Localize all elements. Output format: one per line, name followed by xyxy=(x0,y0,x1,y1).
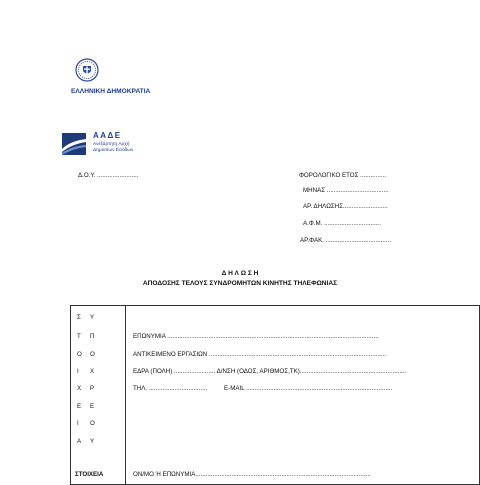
vertical-letter: Ε xyxy=(90,403,95,410)
address-field[interactable]: ΕΔΡΑ (ΠΟΛΗ) ........................ Δ/ΝΣΗ (ΟΔΟΣ, ΑΡΙΘΜΟΣ,ΤΚ).............................................................. xyxy=(133,368,407,375)
aade-subtitle-1: Ανεξάρτητη Αρχή xyxy=(93,142,130,147)
greek-republic-emblem-icon xyxy=(75,58,99,82)
vertical-letter: Ι xyxy=(77,420,79,427)
vertical-letter: Χ xyxy=(90,368,95,375)
full-name-field[interactable]: ΟΝ/ΜΟ Ή ΕΠΩΝΥΜΙΑ...................................................................................................... xyxy=(133,471,371,478)
document-subtitle: ΑΠΟΔΟΣΗΣ ΤΕΛΟΥΣ ΣΥΝΔΡΟΜΗΤΩΝ ΚΙΝΗΤΗΣ ΤΗΛΕΦΩΝΙΑΣ xyxy=(142,280,338,287)
aade-name: ΑΑΔΕ xyxy=(93,131,122,140)
vertical-letter: Ι xyxy=(77,368,79,375)
vertical-letter: Ρ xyxy=(90,385,95,392)
table-column-divider xyxy=(125,306,126,484)
name-field[interactable]: ΕΠΩΝΥΜΙΑ ........................................................................................................................... xyxy=(133,333,379,340)
government-name: ΕΛΛΗΝΙΚΗ ΔΗΜΟΚΡΑΤΙΑ xyxy=(71,88,151,95)
vertical-letter: Σ xyxy=(77,314,81,321)
vertical-letter: Α xyxy=(77,438,82,445)
afm-field[interactable]: Α.Φ.Μ. ................................. xyxy=(303,220,381,227)
business-activity-field[interactable]: ΑΝΤΙΚΕΙΜΕΝΟ ΕΡΓΑΣΙΩΝ ....................................................................................................... xyxy=(133,351,386,358)
phone-field[interactable]: ΤΗΛ. .................................. xyxy=(133,385,208,392)
vertical-letter: Ο xyxy=(90,351,95,358)
vertical-letter: Υ xyxy=(90,314,95,321)
month-field[interactable]: ΜΗΝΑΣ .................................... xyxy=(303,187,389,194)
file-number-field[interactable]: ΑΡ.ΦΑΚ. ...................................... xyxy=(300,237,391,244)
section-label: ΣΤΟΙΧΕΙΑ xyxy=(75,471,104,478)
email-field[interactable]: E-MAIL ..................................................................................... xyxy=(224,385,393,392)
vertical-letter: Χ xyxy=(77,385,82,392)
vertical-letter: Ο xyxy=(77,351,82,358)
details-table xyxy=(70,305,480,485)
tax-year-field[interactable]: ΦΟΡΟΛΟΓΙΚΟ ΕΤΟΣ ............... xyxy=(299,172,386,179)
vertical-letter: Π xyxy=(90,333,95,340)
vertical-letter: Υ xyxy=(90,438,95,445)
document-title: Δ Η Λ Ω Σ Η xyxy=(221,270,259,277)
vertical-letter: Ε xyxy=(77,403,82,410)
aade-subtitle-2: Δημοσίων Εσόδων xyxy=(93,148,134,153)
vertical-letter: Τ xyxy=(77,333,81,340)
vertical-letter: Ο xyxy=(90,420,95,427)
doy-field[interactable]: Δ.Ο.Υ. ........................ xyxy=(78,172,139,179)
aade-logo-icon xyxy=(62,133,86,155)
declaration-number-field[interactable]: ΑΡ. ΔΗΛΩΣΗΣ.......................... xyxy=(303,203,388,210)
